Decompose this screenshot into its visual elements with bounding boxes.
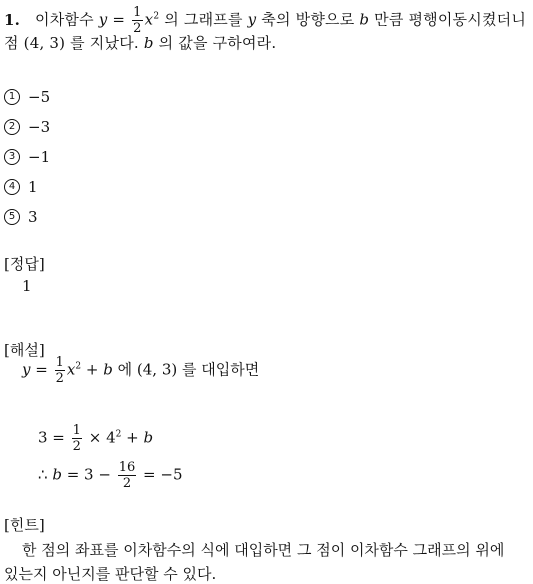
fraction [55, 356, 65, 385]
choice-3[interactable] [4, 148, 50, 166]
math-var: b [143, 34, 154, 52]
explanation-line-2 [38, 424, 153, 453]
hint-line-2: 있는지 아닌지를 판단할 수 있다. [4, 565, 217, 583]
hint-line-1: 한 점의 좌표를 이차함수의 식에 대입하면 그 점이 이차함수 그래프의 위에 [22, 541, 505, 559]
explanation-line-3 [38, 461, 183, 490]
fraction-numerator: 1 [72, 423, 81, 438]
choice-2[interactable] [4, 118, 50, 136]
circled-number-3: 3 [4, 149, 20, 165]
question-text: 이차함수 [35, 10, 94, 29]
math-exponent: 2 [75, 361, 82, 372]
math-op: + [126, 428, 139, 447]
math-var: b [103, 360, 113, 379]
math-var: b [52, 465, 62, 484]
choice-5[interactable] [4, 208, 38, 226]
math-var: b [143, 428, 154, 447]
question-text: 만큼 평행이동시켰더니 [374, 10, 527, 29]
fraction-numerator: 1 [55, 355, 64, 370]
choice-1[interactable] [4, 88, 50, 106]
math-expr: = 3 − [66, 465, 111, 484]
math-var: y [247, 10, 257, 29]
choice-value: −3 [28, 118, 51, 136]
math-op: = [112, 10, 126, 29]
circled-number-1: 1 [4, 89, 20, 105]
math-var: y [22, 360, 31, 379]
fraction [118, 461, 137, 490]
hint-label: [힌트] [4, 516, 45, 534]
math-expr: 3 = [38, 428, 65, 447]
question-text: 축의 방향으로 [261, 10, 355, 29]
question-text: 의 그래프를 [164, 10, 243, 29]
math-exponent: 2 [115, 429, 122, 440]
math-expr: = −5 [143, 465, 183, 484]
choice-value: −1 [28, 148, 51, 166]
answer-value: 1 [22, 277, 32, 295]
fraction-numerator: 16 [118, 460, 136, 475]
explanation-line-1 [22, 356, 259, 385]
math-op: + [85, 360, 99, 379]
fraction-denominator: 2 [133, 21, 142, 36]
question-line-2 [4, 32, 276, 53]
circled-number-4: 4 [4, 179, 20, 195]
fraction [72, 424, 82, 453]
math-expr: × 4 [88, 428, 116, 447]
explanation-text: 에 (4, 3) 를 대입하면 [117, 360, 260, 379]
math-var: x [144, 10, 154, 29]
math-var: y [98, 10, 108, 29]
math-var: x [66, 360, 76, 379]
math-var: b [359, 10, 370, 29]
question-text: 점 (4, 3) 를 지났다. [4, 34, 139, 52]
fraction [132, 6, 142, 35]
math-op: = [35, 360, 48, 379]
choice-value: −5 [28, 88, 51, 106]
question-text: 의 값을 구하여라. [158, 34, 277, 52]
answer-label: [정답] [4, 255, 45, 273]
therefore-symbol: ∴ [38, 465, 48, 484]
fraction-numerator: 1 [133, 5, 142, 20]
fraction-denominator: 2 [72, 439, 81, 454]
explanation-label: [해설] [4, 341, 45, 359]
circled-number-2: 2 [4, 119, 20, 135]
choice-value: 3 [28, 208, 38, 226]
fraction-denominator: 2 [55, 371, 64, 386]
circled-number-5: 5 [4, 209, 20, 225]
choice-4[interactable] [4, 178, 38, 196]
question-number: 1. [4, 10, 21, 29]
math-exponent: 2 [153, 11, 160, 22]
question-line-1 [4, 6, 526, 35]
choice-value: 1 [28, 178, 38, 196]
fraction-denominator: 2 [122, 476, 132, 491]
